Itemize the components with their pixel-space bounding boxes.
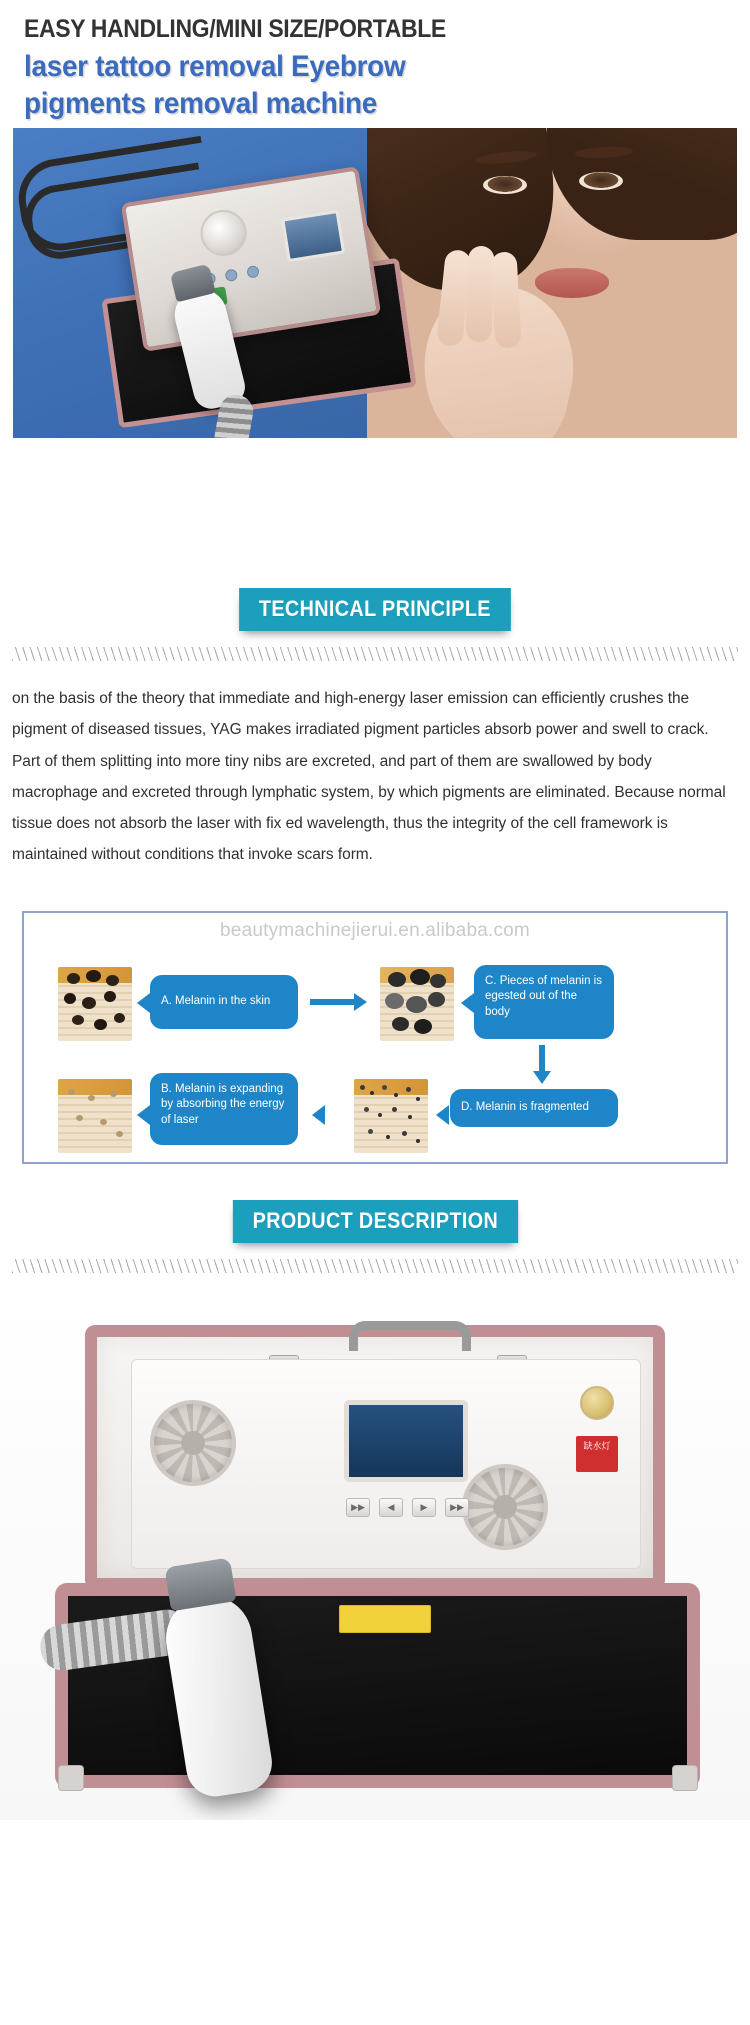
hero-title-line-2: pigments removal machine — [24, 86, 378, 120]
control-button-2[interactable]: ◀ — [379, 1498, 403, 1517]
diagram-label-b-text: B. Melanin is expanding by absorbing the energy of laser — [161, 1082, 285, 1126]
eye-right — [579, 172, 623, 190]
arrow-c-to-b-head — [533, 1071, 551, 1084]
diagram-label-b — [150, 1073, 298, 1145]
cooling-fan-right — [462, 1464, 548, 1550]
power-knob[interactable] — [580, 1386, 614, 1420]
skin-cube-d-melanin-dots — [380, 967, 454, 1041]
hero-machine-button-3 — [246, 265, 260, 279]
control-button-row — [346, 1498, 469, 1517]
technical-principle-section — [0, 574, 750, 871]
technical-principle-banner: TECHNICAL PRINCIPLE — [239, 588, 511, 631]
handpiece-tip — [164, 1557, 236, 1611]
control-button-4[interactable]: ▶▶ — [445, 1498, 469, 1517]
lips — [535, 268, 609, 298]
product-photo — [0, 1295, 750, 1820]
divider-technical-principle — [12, 647, 738, 661]
skin-cube-b-pores — [58, 1079, 132, 1153]
skin-cube-a — [58, 967, 132, 1041]
skin-cube-b — [58, 1079, 132, 1153]
hero-machine-dial — [197, 207, 250, 260]
eye-left — [483, 176, 527, 194]
lcd-display — [344, 1400, 468, 1482]
hair-right — [547, 128, 737, 240]
skin-cube-d — [380, 967, 454, 1041]
alibaba-watermark: beautymachinejierui.en.alibaba.com — [220, 919, 530, 941]
arrow-a-to-d-line — [310, 999, 354, 1005]
hero-kicker: EASY HANDLING/MINI SIZE/PORTABLE — [24, 15, 446, 43]
hero-title-line-1: laser tattoo removal Eyebrow — [24, 50, 406, 84]
skin-cube-fragmented-dots — [354, 1079, 428, 1153]
hero-title — [24, 49, 489, 122]
control-button-3[interactable]: ▶ — [412, 1498, 436, 1517]
arrow-a-to-d-head — [354, 993, 367, 1011]
arrow-a-to-cube — [137, 993, 150, 1013]
product-description-section — [0, 1164, 750, 1273]
diagram-label-a-text: A. Melanin in the skin — [161, 995, 271, 1008]
hero-machine-button-2 — [224, 268, 238, 282]
arrow-c-to-cube — [461, 993, 474, 1013]
product-description-banner: PRODUCT DESCRIPTION — [232, 1200, 517, 1243]
hero-photo — [13, 128, 737, 438]
cooling-fan-left — [150, 1400, 236, 1486]
skin-cube-a-melanin-dots — [58, 967, 132, 1041]
case-corner-bottom-right — [672, 1765, 698, 1791]
divider-product-description — [12, 1259, 738, 1273]
arrow-mid-row2 — [312, 1105, 325, 1125]
model-face-photo — [367, 128, 737, 438]
diagram-label-c — [474, 965, 614, 1039]
hero-machine-screen — [281, 210, 345, 263]
water-shortage-indicator-label: 缺水灯 — [576, 1436, 618, 1472]
melanin-diagram-wrapper — [22, 911, 728, 1164]
melanin-diagram — [22, 911, 728, 1164]
skin-cube-fragmented — [354, 1079, 428, 1153]
technical-principle-banner-row — [0, 588, 750, 631]
hero-headline — [24, 16, 524, 122]
laser-warning-label — [339, 1605, 431, 1633]
arrow-c-to-b-line — [539, 1045, 545, 1073]
arrow-b-to-cube — [137, 1105, 150, 1125]
control-panel — [131, 1359, 641, 1569]
finger-3 — [491, 251, 522, 348]
hero-section — [0, 0, 750, 574]
technical-principle-paragraph: on the basis of the theory that immediate and high-energy laser emission can efficiently crushes the pigment of diseased tissues, YAG makes irradiated pigment particles absorb power and swell to crack. Part of them splitting into more tiny nibs are excreted, and part of them are swallowed by body macrophage and excreted through lymphatic system, by which pigments are eliminated. Because normal tissue does not absorb the laser with fix ed wavelength, thus the integrity of the cell framework is maintained without conditions that invoke scars form. — [12, 690, 726, 864]
case-lid — [85, 1325, 665, 1590]
diagram-label-d-text: D. Melanin is fragmented — [461, 1101, 589, 1114]
arrow-d-to-cube — [436, 1105, 449, 1125]
diagram-label-d — [450, 1089, 618, 1127]
case-handle — [349, 1321, 471, 1351]
control-button-1[interactable]: ▶▶ — [346, 1498, 370, 1517]
diagram-label-c-text: C. Pieces of melanin is egested out of the body — [485, 974, 602, 1018]
product-description-banner-row — [0, 1200, 750, 1243]
diagram-label-a — [150, 975, 298, 1029]
finger-2 — [465, 246, 494, 343]
case-corner-bottom-left — [58, 1765, 84, 1791]
